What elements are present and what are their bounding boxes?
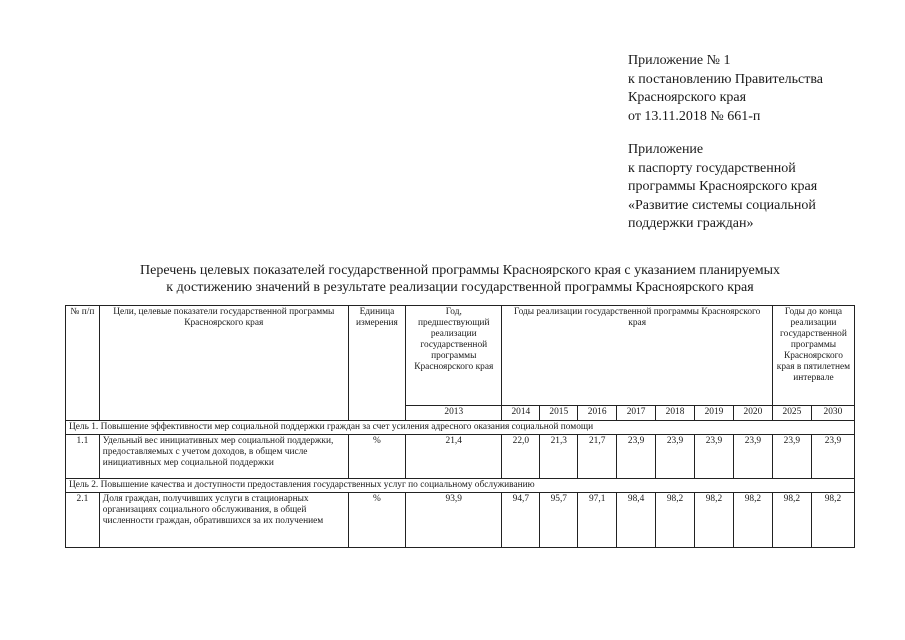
row-value: 98,2 bbox=[811, 493, 854, 548]
row-value: 21,7 bbox=[578, 435, 617, 479]
annex-2-block bbox=[628, 141, 898, 234]
annex-2-line: «Развитие системы социальной bbox=[628, 197, 816, 213]
annex-2-line: к паспорту государственной bbox=[628, 160, 796, 176]
annex-2-line: Приложение bbox=[628, 142, 704, 157]
year-cell: 2020 bbox=[733, 406, 772, 421]
row-value: 98,2 bbox=[694, 493, 733, 548]
row-value: 98,2 bbox=[656, 493, 695, 548]
row-value: 23,9 bbox=[656, 435, 695, 479]
annex-2-line: поддержки граждан» bbox=[628, 216, 754, 231]
year-cell: 2015 bbox=[540, 406, 578, 421]
year-cell: 2025 bbox=[772, 406, 811, 421]
row-unit: % bbox=[348, 493, 405, 548]
document-title-line-1: Перечень целевых показателей государственной программы Красноярского края с указанием планируемых bbox=[140, 263, 780, 278]
table-header-row bbox=[66, 306, 855, 406]
row-value: 23,9 bbox=[694, 435, 733, 479]
header-years-impl: Годы реализации государственной программы Красноярского края bbox=[502, 306, 773, 406]
year-cell: 2013 bbox=[406, 406, 502, 421]
header-goals: Цели, целевые показатели государственной программы Красноярского края bbox=[99, 306, 348, 421]
row-value: 21,4 bbox=[406, 435, 502, 479]
annex-1-line: Красноярского края bbox=[628, 90, 747, 105]
year-cell: 2018 bbox=[656, 406, 695, 421]
header-prev-year: Год, предшествующий реализации государственной программы Красноярского края bbox=[406, 306, 502, 406]
row-unit: % bbox=[348, 435, 405, 479]
document-title-line-2: к достижению значений в результате реализации государственной программы Красноярского края bbox=[166, 280, 754, 295]
goal-title: Цель 1. Повышение эффективности мер социальной поддержки граждан за счет усиления адресного оказания социальной помощи bbox=[66, 421, 855, 435]
goal-row bbox=[66, 479, 855, 493]
row-value: 22,0 bbox=[502, 435, 540, 479]
document-title bbox=[20, 262, 900, 296]
annex-1-line: Приложение № 1 bbox=[628, 53, 731, 68]
year-cell: 2019 bbox=[694, 406, 733, 421]
year-cell: 2014 bbox=[502, 406, 540, 421]
year-cell: 2030 bbox=[811, 406, 854, 421]
row-value: 21,3 bbox=[540, 435, 578, 479]
row-value: 95,7 bbox=[540, 493, 578, 548]
row-value: 23,9 bbox=[617, 435, 656, 479]
table-row bbox=[66, 493, 855, 548]
row-indicator-name: Удельный вес инициативных мер социальной поддержки, предоставляемых с учетом доходов, в общем числе инициативных мер социальной поддержки bbox=[99, 435, 348, 479]
table-row bbox=[66, 435, 855, 479]
row-value: 23,9 bbox=[733, 435, 772, 479]
indicators-table bbox=[65, 305, 855, 548]
row-value: 98,2 bbox=[772, 493, 811, 548]
goal-title: Цель 2. Повышение качества и доступности предоставления государственных услуг по социальному обслуживанию bbox=[66, 479, 855, 493]
row-value: 98,4 bbox=[617, 493, 656, 548]
row-indicator-name: Доля граждан, получивших услуги в стационарных организациях социального обслуживания, в общей численности граждан, обратившихся за их получением bbox=[99, 493, 348, 548]
header-years-end: Годы до конца реализации государственной программы Красноярского края в пятилетнем интервале bbox=[772, 306, 854, 406]
header-unit: Единица измерения bbox=[348, 306, 405, 421]
row-value: 23,9 bbox=[772, 435, 811, 479]
goal-row bbox=[66, 421, 855, 435]
row-value: 94,7 bbox=[502, 493, 540, 548]
header-num: № п/п bbox=[66, 306, 100, 421]
annex-2-line: программы Красноярского края bbox=[628, 179, 818, 194]
annex-1-block bbox=[628, 52, 898, 126]
row-value: 98,2 bbox=[733, 493, 772, 548]
year-cell: 2017 bbox=[617, 406, 656, 421]
row-value: 23,9 bbox=[811, 435, 854, 479]
annex-1-line: от 13.11.2018 № 661-п bbox=[628, 108, 761, 124]
row-value: 97,1 bbox=[578, 493, 617, 548]
row-num: 1.1 bbox=[66, 435, 100, 479]
row-value: 93,9 bbox=[406, 493, 502, 548]
annex-1-line: к постановлению Правительства bbox=[628, 71, 824, 87]
row-num: 2.1 bbox=[66, 493, 100, 548]
year-cell: 2016 bbox=[578, 406, 617, 421]
